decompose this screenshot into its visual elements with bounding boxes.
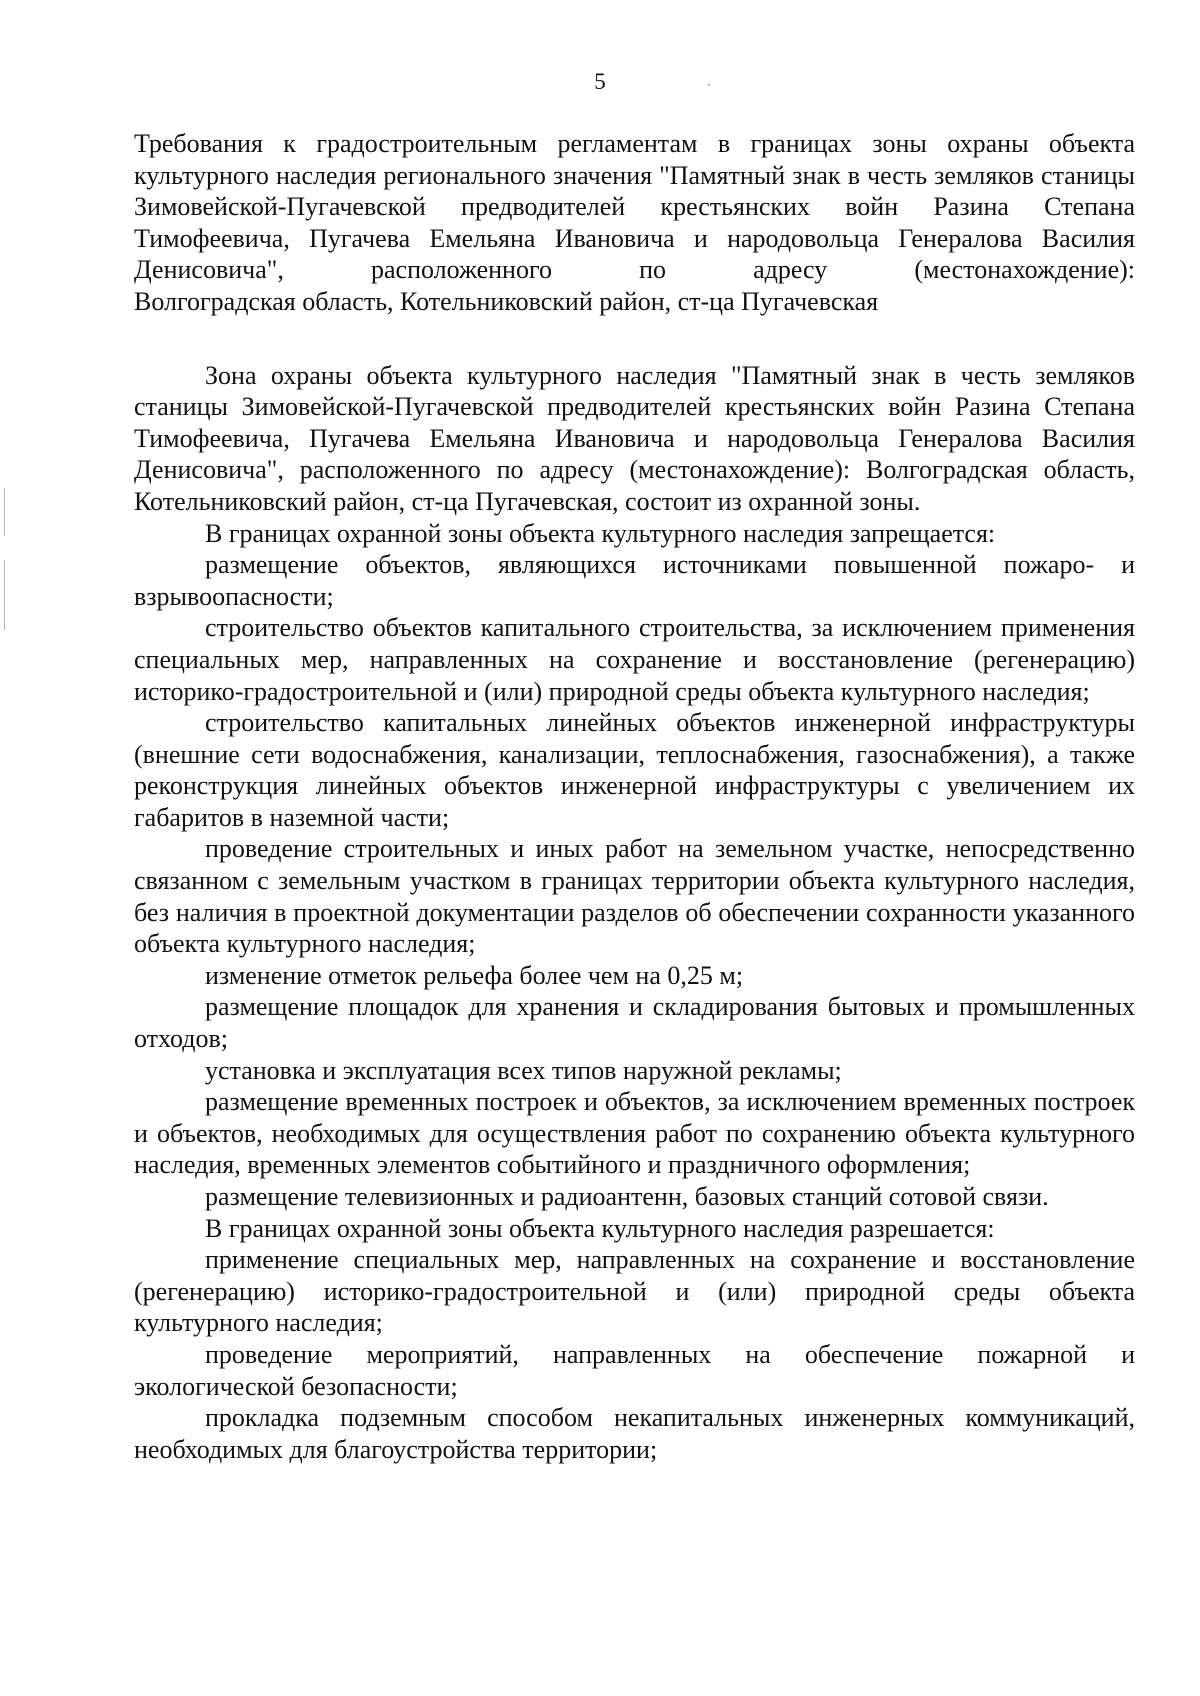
paragraph-allowed-intro: В границах охранной зоны объекта культурного наследия разрешается: [205, 1213, 995, 1243]
paragraph-prohibited-intro: В границах охранной зоны объекта культурного наследия запрещается: [205, 518, 996, 548]
list-item-allowed: применение специальных мер, направленных на сохранение и восстановление (регенерацию) историко-градостроительной и (или) природной среды объекта культурного наследия; [134, 1245, 1135, 1338]
paragraph-gap [134, 318, 1135, 360]
paragraph-zone-description: Зона охраны объекта культурного наследия "Памятный знак в честь земляков станицы Зимовейской-Пугачевской предводителей крестьянских войн Разина Степана Тимофеевича, Пугачева Емельяна Ивановича и народовольца Генералова Василия Денисовича", расположенного по адресу (местонахождение): Волгоградская область, Котельниковский район, ст-ца Пугачевская, состоит из охранной зоны. [134, 360, 1135, 516]
page-number: 5 [594, 69, 606, 94]
list-item-allowed: прокладка подземным способом некапитальных инженерных коммуникаций, необходимых для благоустройства территории; [134, 1403, 1135, 1464]
section-heading-address: Волгоградская область, Котельниковский район, ст-ца Пугачевская [134, 286, 879, 316]
list-item-prohibited: проведение строительных и иных работ на земельном участке, непосредственно связанном с земельным участком в границах территории объекта культурного наследия, без наличия в проектной документации разделов об обеспечении сохранности указанного объекта культурного наследия; [134, 834, 1135, 959]
list-item-prohibited: строительство капитальных линейных объектов инженерной инфраструктуры (внешние сети водоснабжения, канализации, теплоснабжения, газоснабжения), а также реконструкция линейных объектов инженерной инфраструктуры с увеличением их габаритов в наземной части; [134, 708, 1135, 832]
list-item-prohibited: установка и эксплуатация всех типов наружной рекламы; [205, 1055, 842, 1085]
list-item-allowed: проведение мероприятий, направленных на обеспечение пожарной и экологической безопасности; [134, 1339, 1135, 1401]
document-body [134, 128, 1135, 1465]
section-heading: Требования к градостроительным регламентам в границах зоны охраны объекта культурного наследия регионального значения "Памятный знак в честь земляков станицы Зимовейской-Пугачевской предводителей крестьянских войн Разина Степана Тимофеевича, Пугачева Емельяна Ивановича и народовольца Генералова Василия Денисовича", расположенного по адресу (местонахождение): [134, 129, 1135, 285]
list-item-prohibited: размещение телевизионных и радиоантенн, базовых станций сотовой связи. [205, 1182, 1049, 1211]
scan-speck [708, 84, 710, 86]
list-item-prohibited: размещение временных построек и объектов, за исключением временных построек и объектов, необходимых для осуществления работ по сохранению объекта культурного наследия, временных элементов событийного и праздничного оформления; [134, 1087, 1135, 1180]
scan-margin-mark [4, 488, 5, 536]
list-item-prohibited: размещение объектов, являющихся источниками повышенной пожаро- и взрывоопасности; [134, 550, 1135, 611]
list-item-prohibited: размещение площадок для хранения и складирования бытовых и промышленных отходов; [134, 992, 1135, 1054]
scan-margin-mark [4, 560, 5, 630]
list-item-prohibited: строительство объектов капитального строительства, за исключением применения специальных мер, направленных на сохранение и восстановление (регенерацию) историко-градостроительной и (или) природной среды объекта культурного наследия; [134, 613, 1135, 706]
list-item-prohibited: изменение отметок рельефа более чем на 0,25 м; [205, 960, 744, 990]
